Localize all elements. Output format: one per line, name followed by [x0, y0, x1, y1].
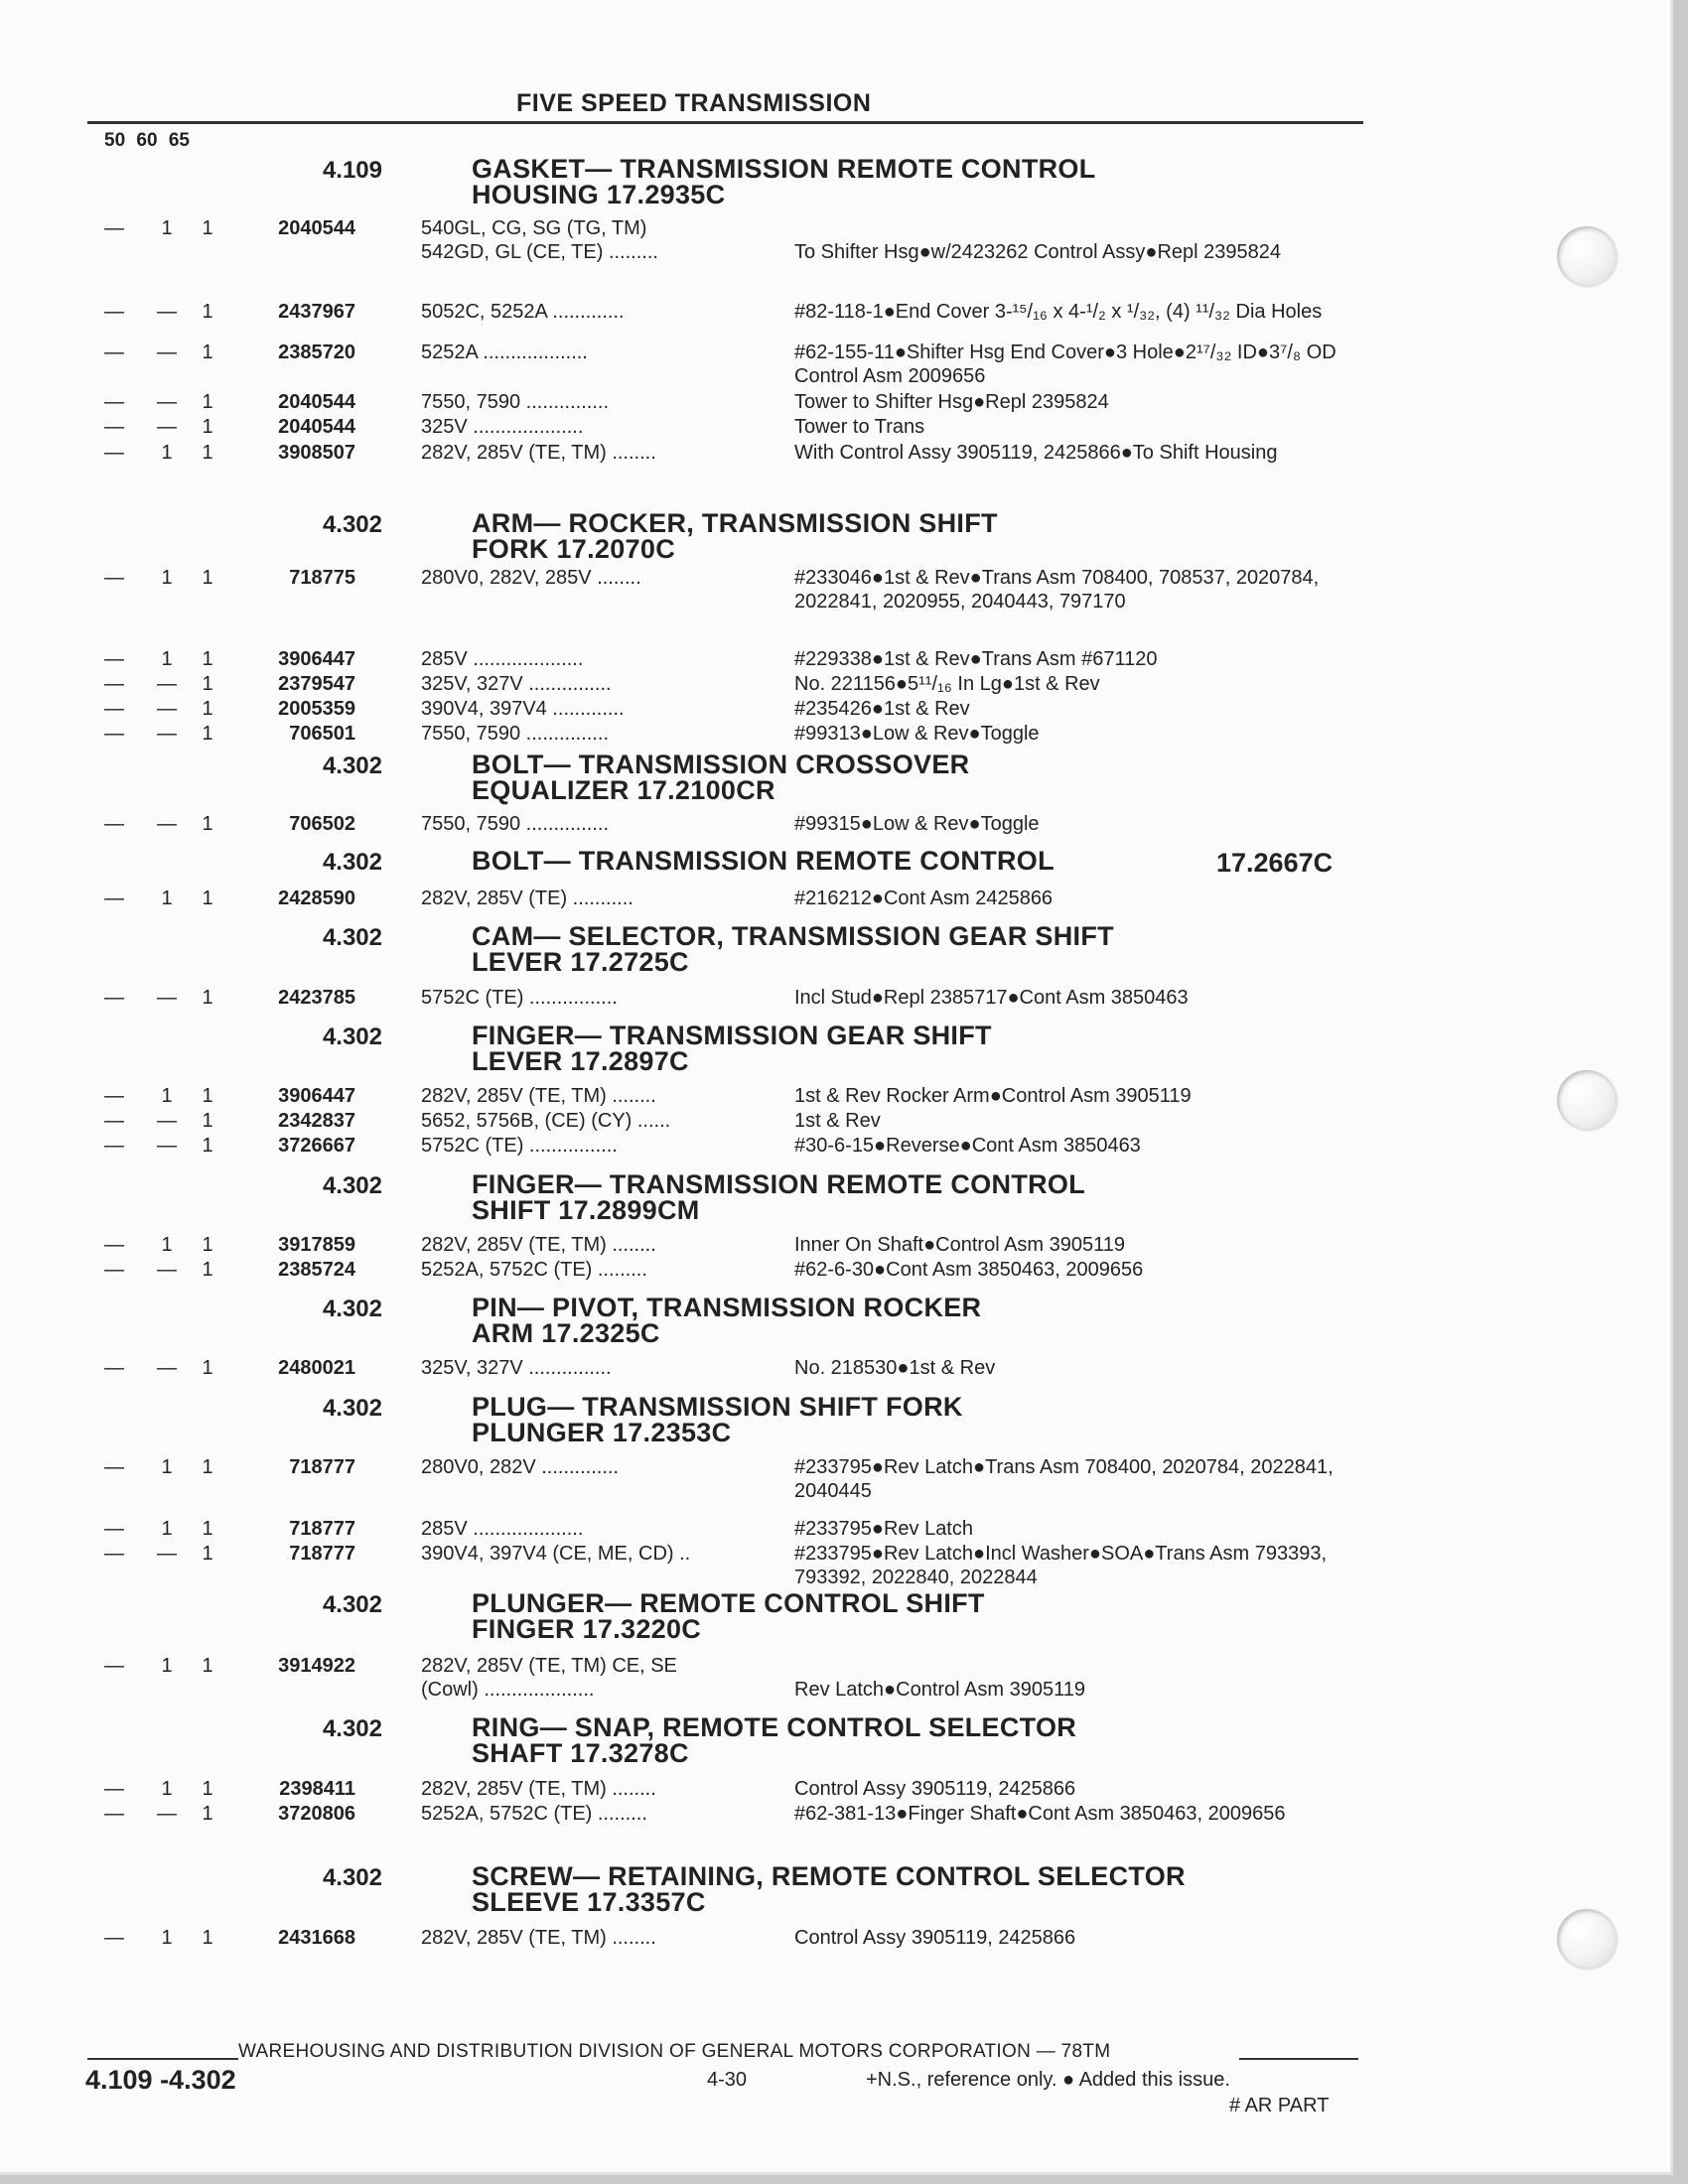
part-description: Control Assy 3905119, 2425866	[794, 1927, 1076, 1949]
model-list: 7550, 7590 ...............	[421, 391, 610, 413]
part-description: Control Assy 3905119, 2425866	[794, 1778, 1076, 1800]
qty-60: 1	[161, 442, 173, 464]
qty-50: —	[104, 1778, 124, 1800]
group-title: SCREW— RETAINING, REMOTE CONTROL SELECTOR	[472, 1861, 1186, 1891]
part-description: #233795●Rev Latch●Trans Asm 708400, 2020784, 2022841, 2040445	[794, 1456, 1334, 1502]
model-list: 5752C (TE) ................	[421, 987, 618, 1009]
group-title: PLUNGER— REMOTE CONTROL SHIFT	[472, 1588, 985, 1618]
model-list: 5652, 5756B, (CE) (CY) ......	[421, 1110, 671, 1132]
group-code: 4.302	[322, 1296, 382, 1322]
group-code: 4.302	[322, 849, 382, 876]
part-description: 1st & Rev Rocker Arm●Control Asm 3905119	[794, 1085, 1192, 1107]
model-list: 285V ....................	[421, 648, 584, 670]
part-description: #216212●Cont Asm 2425866	[794, 887, 1054, 909]
page-title: FIVE SPEED TRANSMISSION	[516, 89, 872, 117]
qty-65: 1	[202, 391, 213, 413]
qty-50: —	[104, 416, 124, 438]
qty-50: —	[104, 1085, 124, 1107]
qty-50: —	[104, 442, 124, 464]
model-list: 325V ....................	[421, 416, 584, 438]
title-rule	[87, 121, 1363, 124]
part-number: 3720806	[278, 1803, 355, 1825]
qty-60: —	[157, 391, 177, 413]
model-list: 282V, 285V (TE, TM) CE, SE (Cowl) ....................	[421, 1655, 677, 1701]
group-subtitle: SHAFT 17.3278C	[472, 1738, 689, 1768]
group-subtitle: EQUALIZER 17.2100CR	[472, 775, 775, 805]
qty-50: —	[104, 1518, 124, 1540]
qty-65: 1	[202, 813, 213, 835]
qty-65: 1	[202, 1085, 213, 1107]
qty-50: —	[104, 1135, 124, 1157]
qty-50: —	[104, 987, 124, 1009]
qty-60: —	[157, 1135, 177, 1157]
qty-60: 1	[161, 1085, 173, 1107]
part-number: 2342837	[278, 1110, 355, 1132]
part-description: No. 218530●1st & Rev	[794, 1357, 996, 1379]
part-number: 706501	[289, 723, 355, 745]
qty-65: 1	[202, 1135, 213, 1157]
part-description: Tower to Shifter Hsg●Repl 2395824	[794, 391, 1109, 413]
group-title: FINGER— TRANSMISSION GEAR SHIFT	[472, 1021, 992, 1050]
qty-60: 1	[161, 1655, 173, 1677]
qty-50: —	[104, 1543, 124, 1565]
group-title: BOLT— TRANSMISSION REMOTE CONTROL	[472, 846, 1055, 876]
qty-65: 1	[202, 887, 213, 909]
footer-page-number: 4-30	[707, 2069, 748, 2091]
part-number: 2428590	[278, 887, 355, 909]
part-description: #233795●Rev Latch●Incl Washer●SOA●Trans Asm 793393, 793392, 2022840, 2022844	[794, 1543, 1327, 1588]
qty-50: —	[104, 567, 124, 589]
group-code: 4.302	[322, 1715, 382, 1742]
part-description: No. 221156●5¹¹/₁₆ In Lg●1st & Rev	[794, 673, 1100, 695]
qty-50: —	[104, 1110, 124, 1132]
qty-65: 1	[202, 1357, 213, 1379]
part-description: #99313●Low & Rev●Toggle	[794, 723, 1040, 745]
part-number: 2379547	[278, 673, 355, 695]
part-number: 718777	[289, 1543, 355, 1565]
model-list: 282V, 285V (TE, TM) ........	[421, 1778, 656, 1800]
group-code: 4.302	[322, 924, 382, 951]
qty-60: 1	[161, 217, 173, 239]
footer-ar-note: # AR PART	[1229, 2095, 1330, 2116]
qty-60: —	[157, 723, 177, 745]
qty-50: —	[104, 1357, 124, 1379]
qty-65: 1	[202, 1518, 213, 1540]
model-list: 5052C, 5252A .............	[421, 301, 625, 323]
qty-65: 1	[202, 648, 213, 670]
group-code: 4.302	[322, 1024, 382, 1050]
qty-50: —	[104, 698, 124, 720]
part-description: Rev Latch●Control Asm 3905119	[794, 1679, 1085, 1701]
column-headers: 50 60 65	[104, 130, 190, 151]
group-title: PLUG— TRANSMISSION SHIFT FORK	[472, 1392, 963, 1422]
part-number: 3908507	[278, 442, 355, 464]
qty-65: 1	[202, 1778, 213, 1800]
part-number: 2040544	[278, 391, 355, 413]
qty-50: —	[104, 648, 124, 670]
qty-65: 1	[202, 341, 213, 363]
group-title: FINGER— TRANSMISSION REMOTE CONTROL	[472, 1169, 1085, 1199]
footer-publisher: WAREHOUSING AND DISTRIBUTION DIVISION OF GENERAL MOTORS CORPORATION — 78TM	[238, 2041, 1111, 2062]
qty-60: 1	[161, 648, 173, 670]
qty-65: 1	[202, 1259, 213, 1281]
model-list: 282V, 285V (TE, TM) ........	[421, 1234, 656, 1256]
part-number: 2423785	[278, 987, 355, 1009]
qty-60: —	[157, 673, 177, 695]
qty-50: —	[104, 1803, 124, 1825]
group-title: BOLT— TRANSMISSION CROSSOVER	[472, 750, 970, 779]
qty-60: 1	[161, 1518, 173, 1540]
qty-65: 1	[202, 1456, 213, 1478]
qty-60: —	[157, 341, 177, 363]
qty-65: 1	[202, 1543, 213, 1565]
qty-50: —	[104, 1456, 124, 1478]
part-number: 718777	[289, 1456, 355, 1478]
qty-60: —	[157, 1110, 177, 1132]
part-description: #62-155-11●Shifter Hsg End Cover●3 Hole●2¹⁷/₃₂ ID●3⁷/₈ OD Control Asm 2009656	[794, 341, 1336, 387]
qty-60: —	[157, 813, 177, 835]
qty-60: 1	[161, 1927, 173, 1949]
part-number: 2005359	[278, 698, 355, 720]
qty-50: —	[104, 1927, 124, 1949]
model-list: 282V, 285V (TE, TM) ........	[421, 1927, 656, 1949]
part-number: 2437967	[278, 301, 355, 323]
part-description: Incl Stud●Repl 2385717●Cont Asm 3850463	[794, 987, 1189, 1009]
group-code: 4.302	[322, 1395, 382, 1422]
qty-65: 1	[202, 567, 213, 589]
qty-50: —	[104, 887, 124, 909]
group-subtitle: SHIFT 17.2899CM	[472, 1195, 700, 1225]
part-number: 3914922	[278, 1655, 355, 1677]
group-code: 4.302	[322, 1172, 382, 1199]
part-number: 3906447	[278, 1085, 355, 1107]
group-title: CAM— SELECTOR, TRANSMISSION GEAR SHIFT	[472, 921, 1114, 951]
group-code: 4.109	[322, 157, 382, 184]
model-list: 282V, 285V (TE, TM) ........	[421, 442, 656, 464]
group-subtitle: SLEEVE 17.3357C	[472, 1887, 706, 1917]
part-number: 2480021	[278, 1357, 355, 1379]
qty-65: 1	[202, 301, 213, 323]
qty-50: —	[104, 1234, 124, 1256]
model-list: 280V0, 282V ..............	[421, 1456, 620, 1478]
model-list: 5752C (TE) ................	[421, 1135, 618, 1157]
model-list: 325V, 327V ...............	[421, 673, 612, 695]
group-title: ARM— ROCKER, TRANSMISSION SHIFT	[472, 508, 998, 538]
model-list: 7550, 7590 ...............	[421, 813, 610, 835]
part-number: 3726667	[278, 1135, 355, 1157]
model-list: 5252A, 5752C (TE) .........	[421, 1803, 647, 1825]
group-reference: 17.2667C	[1216, 848, 1334, 878]
binder-hole	[1557, 1070, 1617, 1130]
footer-legend: +N.S., reference only. ● Added this issue.	[866, 2069, 1230, 2091]
qty-65: 1	[202, 1803, 213, 1825]
footer-rule-left	[87, 2058, 238, 2060]
qty-65: 1	[202, 1234, 213, 1256]
part-description: #30-6-15●Reverse●Cont Asm 3850463	[794, 1135, 1141, 1157]
qty-60: —	[157, 1543, 177, 1565]
qty-65: 1	[202, 217, 213, 239]
model-list: 282V, 285V (TE, TM) ........	[421, 1085, 656, 1107]
qty-50: —	[104, 1655, 124, 1677]
part-number: 718777	[289, 1518, 355, 1540]
qty-50: —	[104, 673, 124, 695]
qty-65: 1	[202, 723, 213, 745]
part-number: 3917859	[278, 1234, 355, 1256]
part-description: 1st & Rev	[794, 1110, 881, 1132]
part-number: 2431668	[278, 1927, 355, 1949]
footer-rule-right	[1239, 2058, 1358, 2060]
model-list: 282V, 285V (TE) ...........	[421, 887, 633, 909]
qty-60: —	[157, 987, 177, 1009]
group-code: 4.302	[322, 752, 382, 779]
qty-65: 1	[202, 416, 213, 438]
group-title: GASKET— TRANSMISSION REMOTE CONTROL	[472, 154, 1096, 184]
group-subtitle: LEVER 17.2725C	[472, 947, 689, 977]
group-subtitle: ARM 17.2325C	[472, 1318, 660, 1348]
part-description: #229338●1st & Rev●Trans Asm #671120	[794, 648, 1158, 670]
qty-60: 1	[161, 1778, 173, 1800]
part-number: 3906447	[278, 648, 355, 670]
model-list: 390V4, 397V4 .............	[421, 698, 625, 720]
part-number: 2385720	[278, 341, 355, 363]
group-code: 4.302	[322, 511, 382, 538]
part-description: With Control Assy 3905119, 2425866●To Shift Housing	[794, 442, 1278, 464]
qty-65: 1	[202, 698, 213, 720]
group-subtitle: FORK 17.2070C	[472, 534, 675, 564]
qty-50: —	[104, 813, 124, 835]
group-subtitle: HOUSING 17.2935C	[472, 180, 726, 209]
binder-hole	[1557, 1909, 1617, 1969]
qty-50: —	[104, 1259, 124, 1281]
model-list: 390V4, 397V4 (CE, ME, CD) ..	[421, 1543, 691, 1565]
qty-60: —	[157, 1259, 177, 1281]
part-description: #82-118-1●End Cover 3-¹⁵/₁₆ x 4-¹/₂ x ¹/₃₂, (4) ¹¹/₃₂ Dia Holes	[794, 301, 1323, 323]
model-list: 5252A, 5752C (TE) .........	[421, 1259, 647, 1281]
qty-60: —	[157, 301, 177, 323]
model-list: 7550, 7590 ...............	[421, 723, 610, 745]
binder-hole	[1557, 226, 1617, 286]
qty-60: —	[157, 1803, 177, 1825]
qty-60: —	[157, 698, 177, 720]
part-description: #62-381-13●Finger Shaft●Cont Asm 3850463, 2009656	[794, 1803, 1286, 1825]
qty-60: 1	[161, 1456, 173, 1478]
qty-65: 1	[202, 673, 213, 695]
part-description: #233046●1st & Rev●Trans Asm 708400, 708537, 2020784, 2022841, 2020955, 2040443, 797170	[794, 567, 1320, 613]
group-subtitle: LEVER 17.2897C	[472, 1046, 689, 1076]
qty-50: —	[104, 217, 124, 239]
qty-60: —	[157, 1357, 177, 1379]
qty-60: 1	[161, 567, 173, 589]
qty-65: 1	[202, 1110, 213, 1132]
part-description: #62-6-30●Cont Asm 3850463, 2009656	[794, 1259, 1144, 1281]
model-list: 285V ....................	[421, 1518, 584, 1540]
part-number: 2040544	[278, 217, 355, 239]
model-list: 5252A ...................	[421, 341, 588, 363]
part-description: To Shifter Hsg●w/2423262 Control Assy●Repl 2395824	[794, 241, 1281, 263]
group-code: 4.302	[322, 1591, 382, 1618]
part-number: 2040544	[278, 416, 355, 438]
part-number: 706502	[289, 813, 355, 835]
group-title: RING— SNAP, REMOTE CONTROL SELECTOR	[472, 1712, 1077, 1742]
qty-65: 1	[202, 442, 213, 464]
part-description: #233795●Rev Latch	[794, 1518, 973, 1540]
footer-range: 4.109 -4.302	[85, 2065, 236, 2095]
qty-65: 1	[202, 987, 213, 1009]
group-title: PIN— PIVOT, TRANSMISSION ROCKER	[472, 1293, 982, 1322]
group-subtitle: PLUNGER 17.2353C	[472, 1418, 732, 1447]
model-list: 280V0, 282V, 285V ........	[421, 567, 641, 589]
group-code: 4.302	[322, 1864, 382, 1891]
part-description: #235426●1st & Rev	[794, 698, 970, 720]
part-description: Inner On Shaft●Control Asm 3905119	[794, 1234, 1126, 1256]
model-list: 325V, 327V ...............	[421, 1357, 612, 1379]
group-subtitle: FINGER 17.3220C	[472, 1614, 702, 1644]
qty-60: —	[157, 416, 177, 438]
part-number: 2385724	[278, 1259, 355, 1281]
qty-60: 1	[161, 1234, 173, 1256]
part-number: 2398411	[279, 1778, 355, 1800]
qty-50: —	[104, 723, 124, 745]
qty-60: 1	[161, 887, 173, 909]
qty-50: —	[104, 341, 124, 363]
model-list: 540GL, CG, SG (TG, TM) 542GD, GL (CE, TE) .........	[421, 217, 658, 263]
qty-50: —	[104, 391, 124, 413]
part-description: #99315●Low & Rev●Toggle	[794, 813, 1040, 835]
qty-65: 1	[202, 1927, 213, 1949]
qty-50: —	[104, 301, 124, 323]
part-number: 718775	[289, 567, 355, 589]
part-description: Tower to Trans	[794, 416, 925, 438]
qty-65: 1	[202, 1655, 213, 1677]
